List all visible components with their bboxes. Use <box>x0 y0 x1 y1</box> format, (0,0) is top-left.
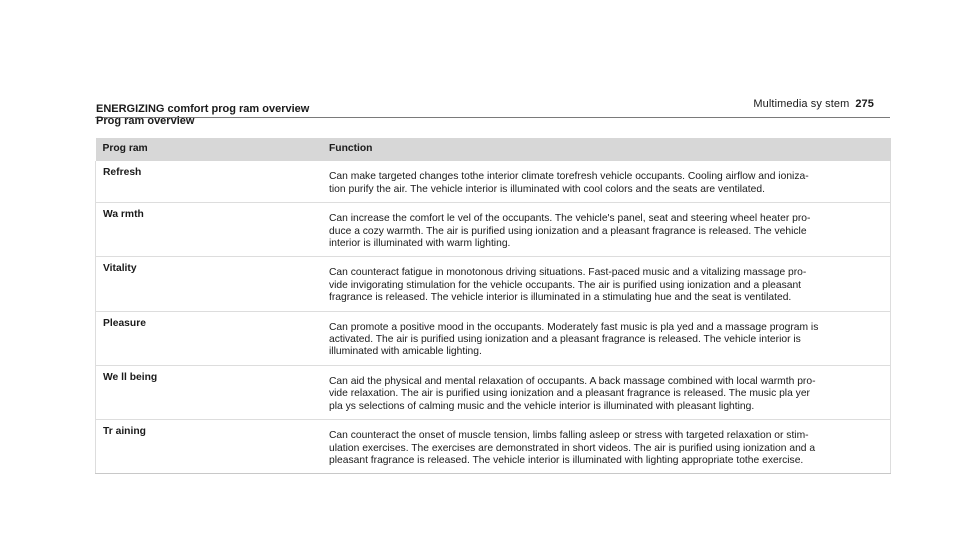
program-name: Wa rmth <box>96 203 323 257</box>
column-header-program: Prog ram <box>96 138 323 161</box>
table-row <box>96 311 891 365</box>
table-row <box>96 203 891 257</box>
heading-title: ENERGIZING comfort prog ram overview <box>96 103 310 115</box>
table-row <box>96 420 891 474</box>
table-row <box>96 365 891 419</box>
program-name: Pleasure <box>96 311 323 365</box>
program-name: Refresh <box>96 161 323 202</box>
program-name: Vitality <box>96 257 323 311</box>
section-name: Multimedia sy stem <box>753 98 850 110</box>
table-row <box>96 161 891 202</box>
program-name: We ll being <box>96 365 323 419</box>
program-function: Can increase the comfort le vel of the occupants. The vehicle's panel, seat and steering wheel heater pro- duce a cozy warmth. The air is purified using ionization and a pleasant fragrance is released. The vehicle interior is illuminated with warm lighting. <box>322 203 891 257</box>
program-function: Can aid the physical and mental relaxation of occupants. A back massage combined with local warmth pro- vide relaxation. The air is purified using ionization and a pleasant fragrance is released. The music pla yer pla ys selections of calming music and the vehicle interior is illuminated with pleasant lighting. <box>322 365 891 419</box>
column-header-function: Function <box>322 138 891 161</box>
page-number: 275 <box>855 98 874 110</box>
running-header <box>753 98 874 110</box>
program-function: Can counteract fatigue in monotonous driving situations. Fast-paced music and a vitalizing massage pro- vide invigorating stimulation for the vehicle occupants. The air is purified using ionization and a pleasant fragrance is released. The vehicle interior is illuminated in a stimulating hue and the seat is ventilated. <box>322 257 891 311</box>
table-header-row <box>96 138 891 161</box>
heading-subtitle: Prog ram overview <box>96 115 195 127</box>
program-function: Can promote a positive mood in the occupants. Moderately fast music is pla yed and a massage program is activated. The air is purified using ionization and a pleasant fragrance is released. The vehicle interior is illuminated with amicable lighting. <box>322 311 891 365</box>
section-heading <box>96 103 309 127</box>
table-row <box>96 257 891 311</box>
program-table <box>95 138 891 474</box>
program-function: Can counteract the onset of muscle tension, limbs falling asleep or stress with targeted relaxation or stim- ulation exercises. The exercises are demonstrated in short videos. The air is purified using ionization and a pleasant fragrance is released. The vehicle interior is illuminated with lighting appropriate tothe exercise. <box>322 420 891 474</box>
program-name: Tr aining <box>96 420 323 474</box>
program-function: Can make targeted changes tothe interior climate torefresh vehicle occupants. Cooling airflow and ioniza- tion purify the air. The vehicle interior is illuminated with cool colors and the seats are ventilated. <box>322 161 891 202</box>
